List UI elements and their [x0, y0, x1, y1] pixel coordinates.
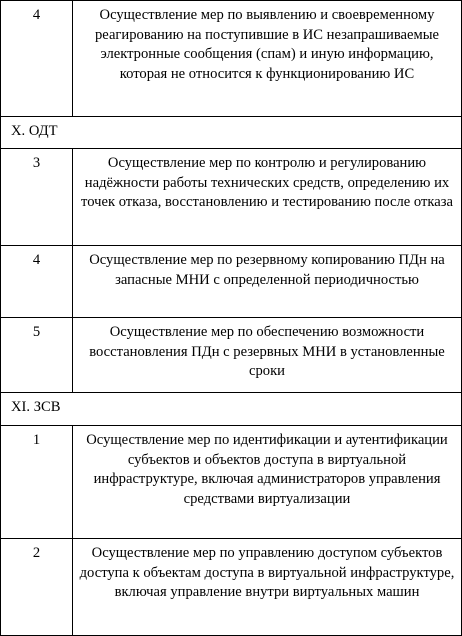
item-description: Осуществление мер по идентификации и аутентификации субъектов и объектов доступа в виртуальной инфраструктуре, включая администраторов управления средствами виртуализации: [73, 426, 462, 539]
item-number: 1: [1, 426, 73, 539]
item-description: Осуществление мер по выявлению и своевременному реагированию на поступившие в ИС незапрашиваемые электронные сообщения (спам) и иную информацию, которая не относится к функционированию ИС: [73, 1, 462, 117]
item-number: 4: [1, 1, 73, 117]
table-row: [1, 426, 462, 539]
table-row: [1, 246, 462, 318]
item-description: Осуществление мер по резервному копированию ПДн на запасные МНИ с определенной периодичностью: [73, 246, 462, 318]
item-description: Осуществление мер по обеспечению возможности восстановления ПДн с резервных МНИ в установленные сроки: [73, 318, 462, 393]
table-row: [1, 1, 462, 117]
section-row: [1, 393, 462, 426]
section-title: X. ОДТ: [1, 117, 462, 149]
table-row: [1, 318, 462, 393]
item-number: 2: [1, 539, 73, 636]
section-title: XI. ЗСВ: [1, 393, 462, 426]
section-row: [1, 117, 462, 149]
item-description: Осуществление мер по контролю и регулированию надёжности работы технических средств, определению их точек отказа, восстановлению и тестированию после отказа: [73, 149, 462, 246]
item-number: 5: [1, 318, 73, 393]
table-row: [1, 539, 462, 636]
item-description: Осуществление мер по управлению доступом субъектов доступа к объектам доступа в виртуальной инфраструктуре, включая управление внутри виртуальных машин: [73, 539, 462, 636]
table-row: [1, 149, 462, 246]
item-number: 3: [1, 149, 73, 246]
item-number: 4: [1, 246, 73, 318]
